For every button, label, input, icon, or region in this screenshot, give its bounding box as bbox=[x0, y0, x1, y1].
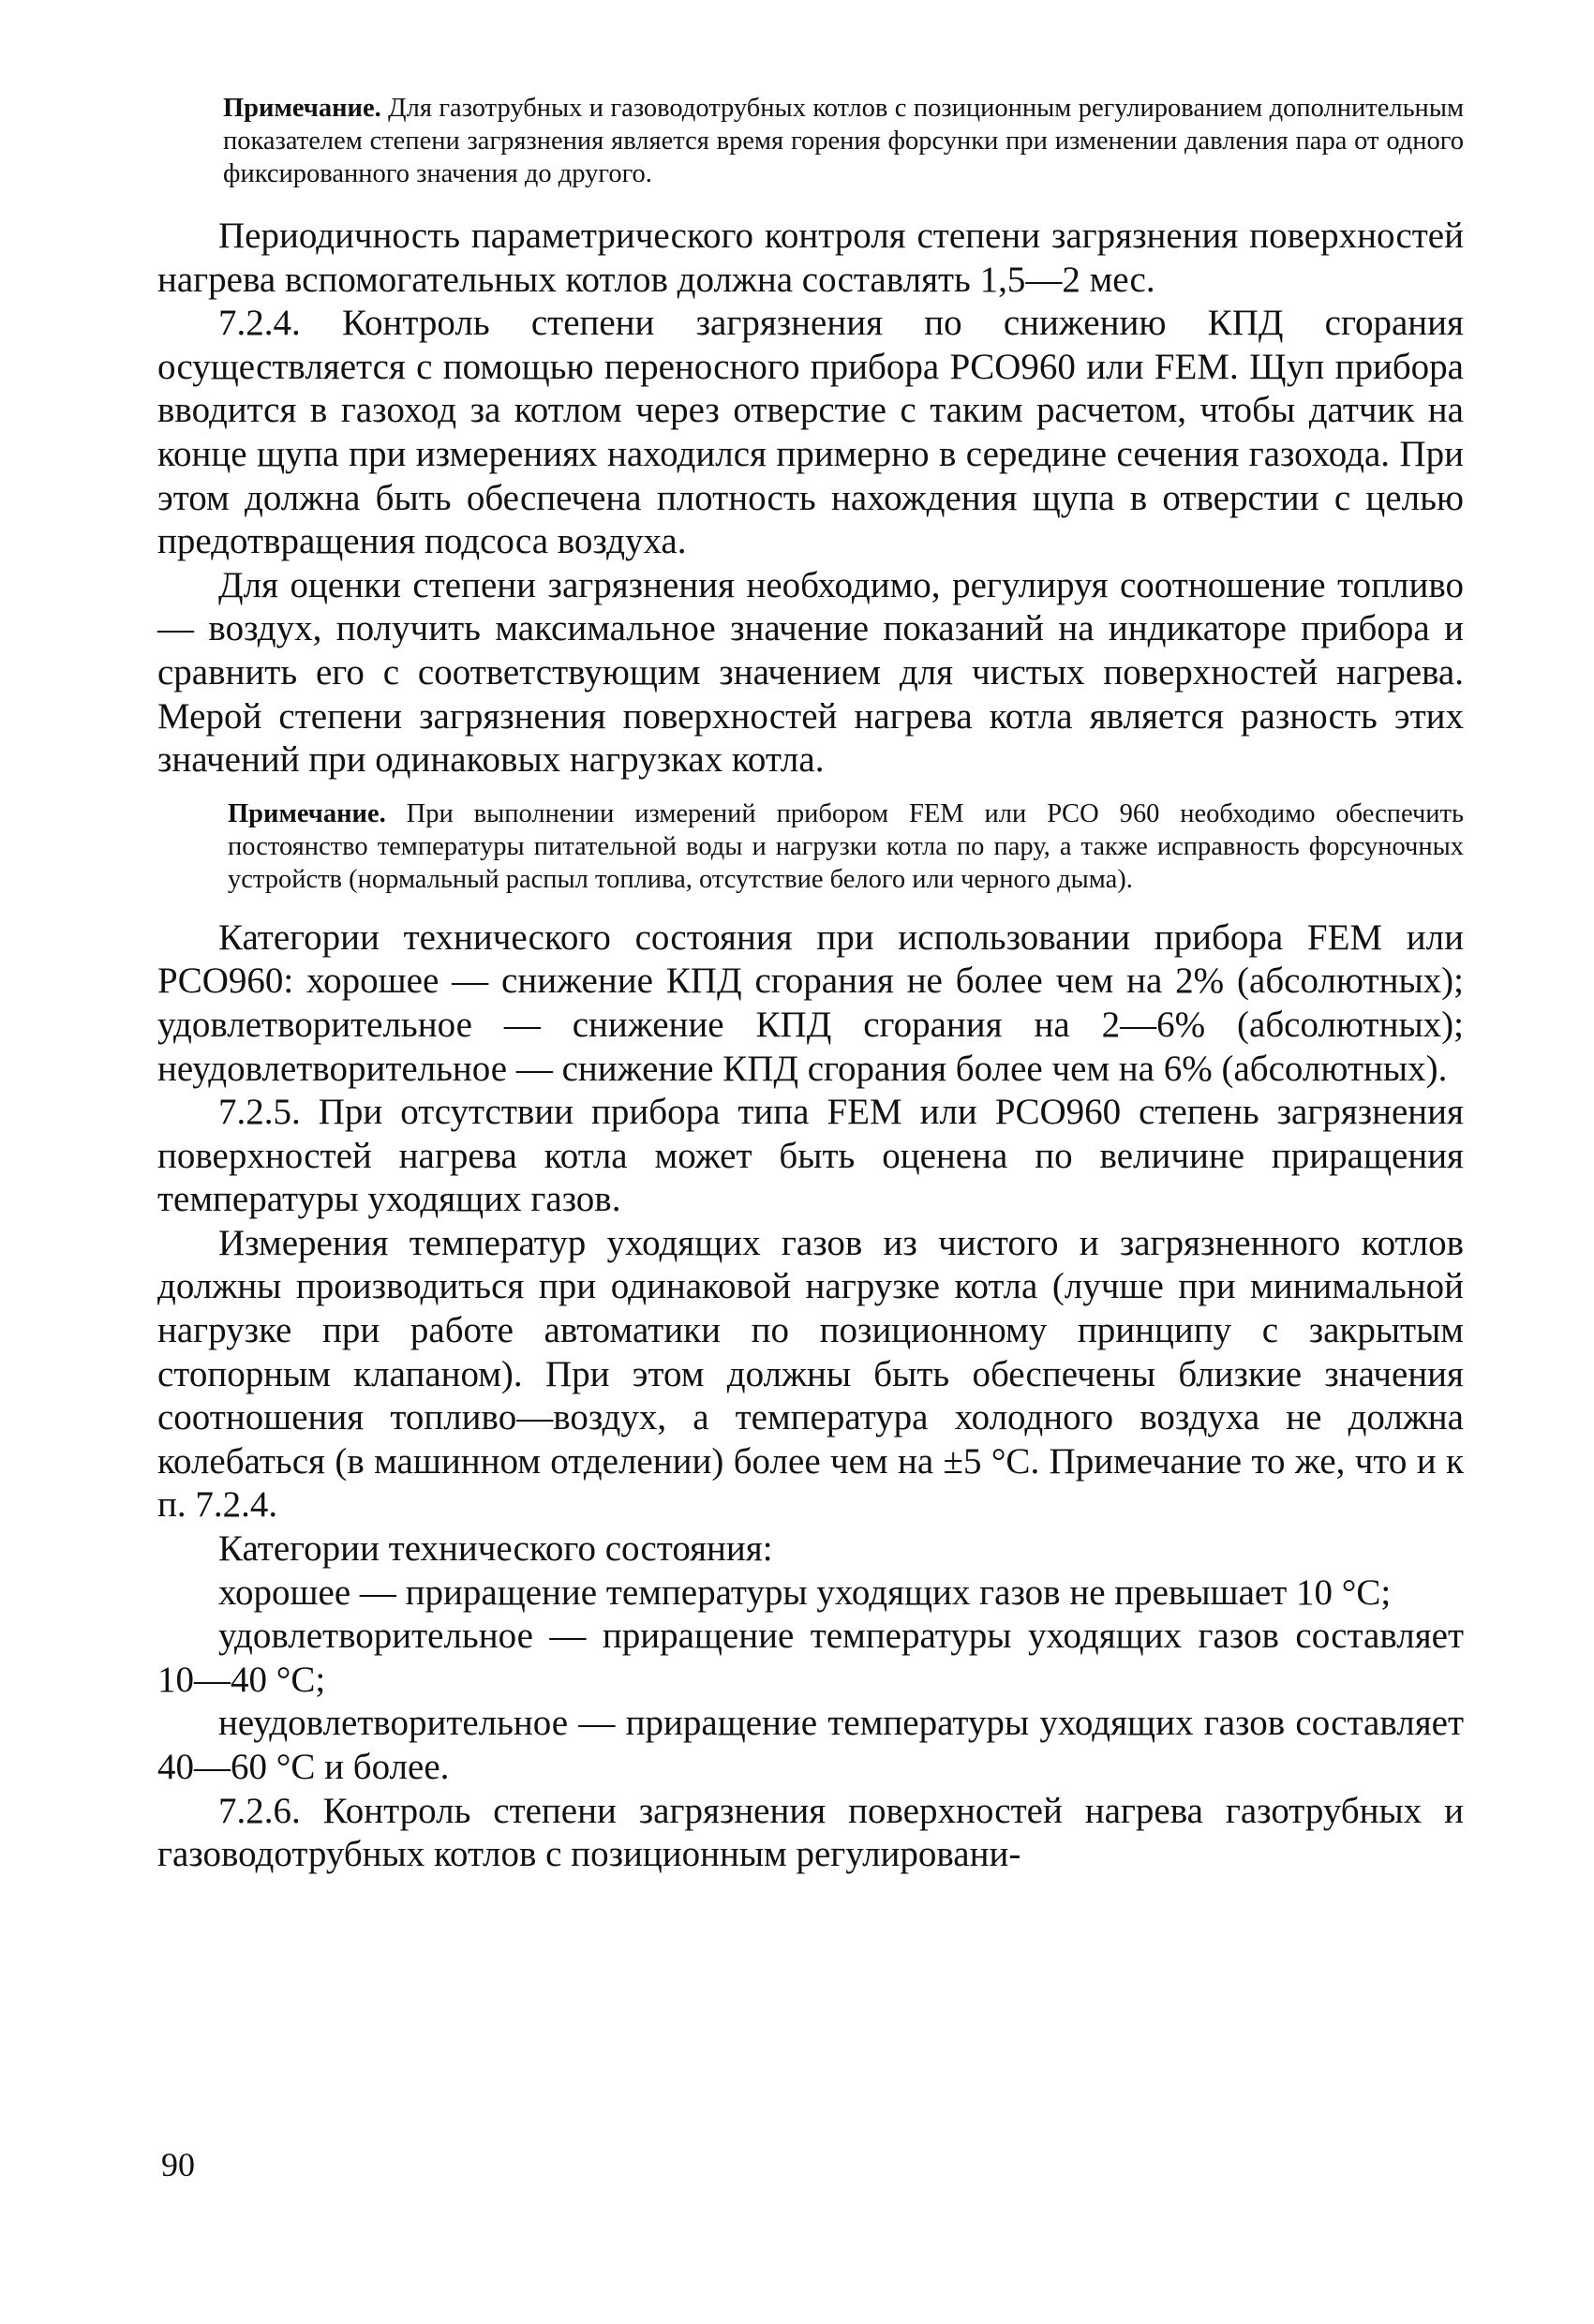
list-item-satisfactory: удовлетворительное — приращение температуры уходящих газов составляет 10—40 °С; bbox=[157, 1616, 1464, 1700]
paragraph-condition-categories-fem: Категории технического состояния при использовании прибора FEM или PCO960: хорошее — снижение КПД сгорания не более чем на 2% (абсолютных); удовлетворительное — снижение КПД сгорания на 2—6% (абсолютных); неудовлетворительное — снижение КПД сгорания более чем на 6% (абсолютных). bbox=[157, 916, 1464, 1089]
list-item-unsatisfactory: неудовлетворительное — приращение температуры уходящих газов составляет 40—60 °С и более. bbox=[157, 1703, 1464, 1787]
paragraph-7-2-5: 7.2.5. При отсутствии прибора типа FEM или PCO960 степень загрязнения поверхностей нагрева котла может быть оценена по величине приращения температуры уходящих газов. bbox=[157, 1092, 1464, 1220]
note-text: Для газотрубных и газоводотрубных котлов с позиционным регулированием дополнительным показателем степени загрязнения является время горения форсунки при изменении давления пара от одного фиксированного значения до другого. bbox=[223, 94, 1464, 188]
paragraph-condition-categories: Категории технического состояния: bbox=[218, 1528, 773, 1570]
paragraph-7-2-6: 7.2.6. Контроль степени загрязнения поверхностей нагрева газотрубных и газоводотрубных котлов с позиционным регулировани- bbox=[157, 1790, 1464, 1875]
note-fem-measurement bbox=[228, 797, 1464, 896]
note-boiler-positional-regulation bbox=[223, 92, 1464, 190]
note-text: При выполнении измерений прибором FEM или PCO 960 необходимо обеспечить постоянство температуры питательной воды и нагрузки котла по пару, а также исправность форсуночных устройств (нормальный распыл топлива, отсутствие белого или черного дыма). bbox=[228, 798, 1464, 894]
paragraph-pollution-assessment: Для оценки степени загрязнения необходимо, регулируя соотношение топливо — воздух, получить максимальное значение показаний на индикаторе прибора и сравнить его с соответствующим значением для чистых поверхностей нагрева. Мерой степени загрязнения поверхностей нагрева котла является разность этих значений при одинаковых нагрузках котла. bbox=[157, 564, 1464, 781]
list-item-good: хорошее — приращение температуры уходящих газов не превышает 10 °С; bbox=[218, 1572, 1392, 1613]
page-number: 90 bbox=[161, 2146, 195, 2183]
note-label: Примечание. bbox=[223, 94, 381, 123]
paragraph-control-periodicity: Периодичность параметрического контроля степени загрязнения поверхностей нагрева вспомогательных котлов должна составлять 1,5—2 мес. bbox=[157, 216, 1464, 300]
paragraph-exhaust-temperature-measurement: Измерения температур уходящих газов из чистого и загрязненного котлов должны производиться при одинаковой нагрузке котла (лучше при минимальной нагрузке при работе автоматики по позиционному принципу с закрытым стопорным клапаном). При этом должны быть обеспечены близкие значения соотношения топливо—воздух, а температура холодного воздуха не должна колебаться (в машинном отделении) более чем на ±5 °С. Примечание то же, что и к п. 7.2.4. bbox=[157, 1222, 1464, 1526]
paragraph-7-2-4: 7.2.4. Контроль степени загрязнения по снижению КПД сгорания осуществляется с помощью переносного прибора PCO960 или FEM. Щуп прибора вводится в газоход за котлом через отверстие с таким расчетом, чтобы датчик на конце щупа при измерениях находился примерно в середине сечения газохода. При этом должна быть обеспечена плотность нахождения щупа в отверстии с целью предотвращения подсоса воздуха. bbox=[157, 303, 1464, 562]
page-content bbox=[157, 92, 1464, 1877]
note-label: Примечание. bbox=[228, 798, 386, 828]
